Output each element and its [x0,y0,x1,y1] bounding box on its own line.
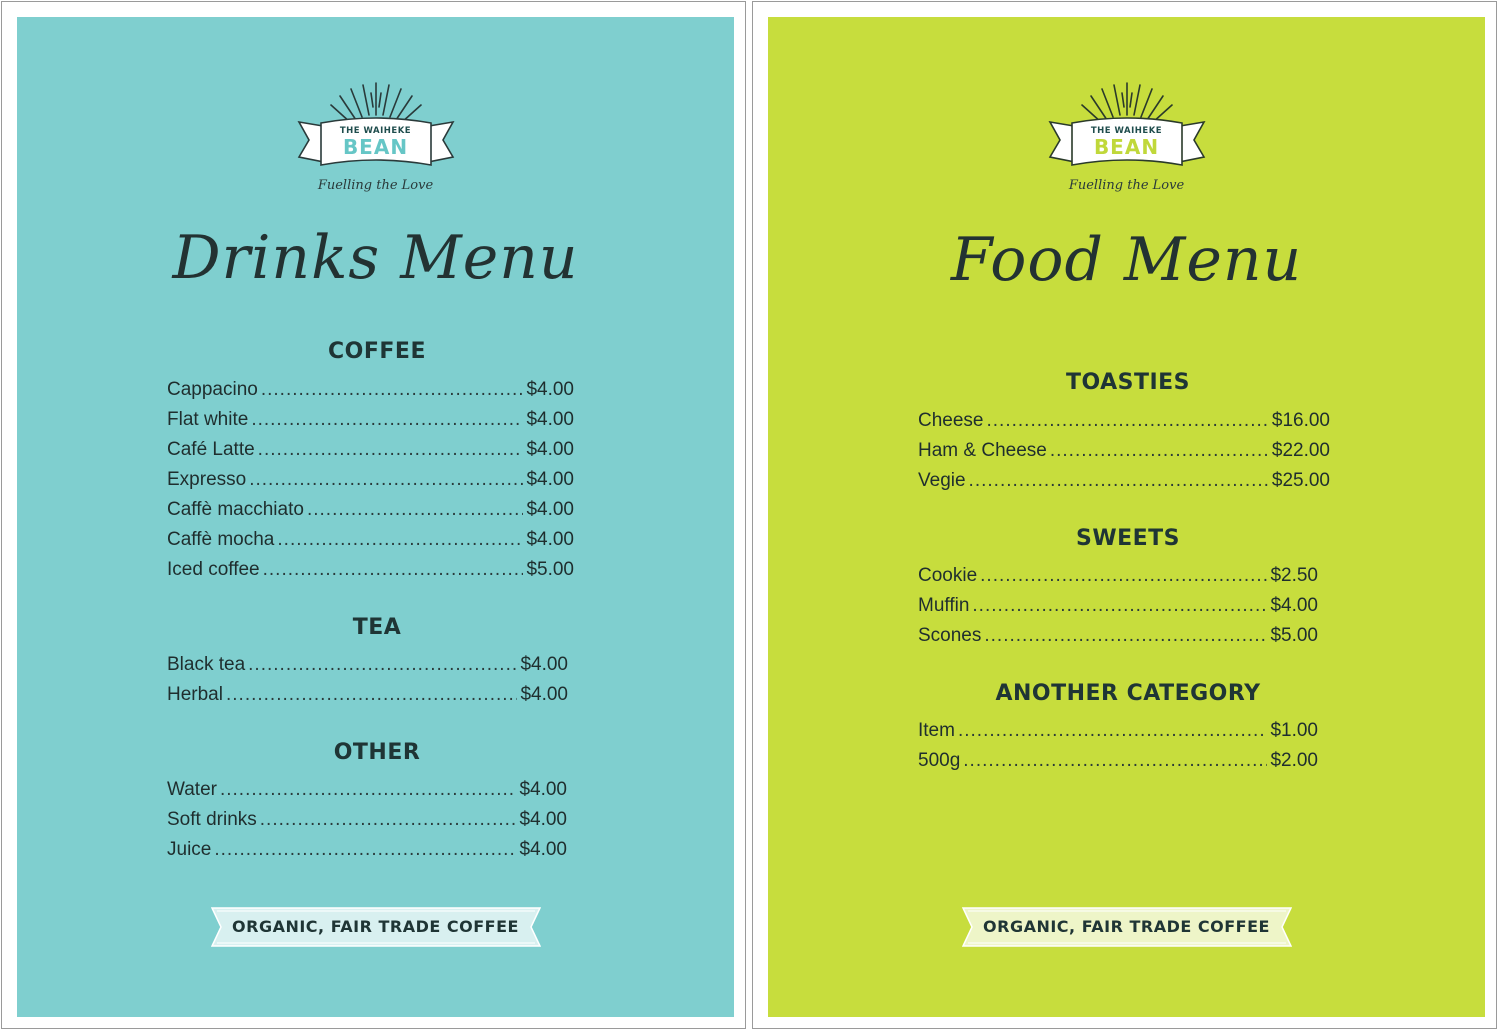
menu-item [918,621,1318,651]
item-name: Flat white [167,409,249,430]
item-name: Vegie [918,470,966,491]
item-name: Expresso [167,469,247,490]
dot-leader [263,555,524,585]
dot-leader [963,746,1267,776]
item-price: $4.00 [526,409,574,430]
dot-leader [226,680,517,710]
item-price: $2.00 [1270,750,1318,771]
waiheke-bean-logo [1042,65,1212,205]
menu-item [918,561,1318,591]
item-price: $22.00 [1271,440,1330,461]
logo-tagline: Fuelling the Love [317,178,434,193]
menu-item [167,650,568,680]
menu-item [167,775,567,805]
menu-item [167,555,574,585]
menu-item [167,375,574,405]
menu-title: Drinks Menu [172,223,579,293]
menu-item [167,435,574,465]
ribbon-text: ORGANIC, FAIR TRADE COFFEE [983,917,1270,936]
organic-ribbon [962,907,1292,947]
menu-item [918,466,1330,496]
item-price: $5.00 [1270,625,1318,646]
item-price: $2.50 [1270,565,1318,586]
food-menu-panel [768,17,1485,1017]
section-title-another-category: ANOTHER CATEGORY [995,681,1261,706]
item-price: $4.00 [526,379,574,400]
section-title-tea: TEA [352,615,402,640]
drinks-menu-page [1,1,746,1029]
logo-brand-big: BEAN [1093,135,1160,159]
item-name: Cheese [918,410,984,431]
item-name: Scones [918,625,982,646]
dot-leader [251,405,523,435]
dot-leader [214,835,516,865]
dot-leader [260,805,517,835]
dot-leader [984,621,1267,651]
dot-leader [969,466,1269,496]
item-price: $4.00 [519,809,567,830]
menu-item [918,746,1318,776]
logo-tagline: Fuelling the Love [1068,178,1185,193]
item-name: 500g [918,750,961,771]
item-price: $4.00 [519,779,567,800]
logo-brand-big: BEAN [342,135,409,159]
item-price: $5.00 [526,559,574,580]
item-price: $4.00 [526,499,574,520]
menu-item [918,716,1318,746]
dot-leader [249,465,523,495]
item-price: $4.00 [526,529,574,550]
item-price: $4.00 [520,684,568,705]
item-price: $4.00 [519,839,567,860]
menu-item [918,591,1318,621]
logo-brand-small: THE WAIHEKE [339,126,412,136]
item-name: Soft drinks [167,809,257,830]
item-name: Water [167,779,217,800]
menu-item [167,405,574,435]
menu-item [167,805,567,835]
item-name: Iced coffee [167,559,260,580]
dot-leader [307,495,524,525]
item-name: Café Latte [167,439,255,460]
food-menu-page [752,1,1497,1029]
section-title-sweets: SWEETS [1075,526,1181,551]
item-price: $4.00 [520,654,568,675]
item-name: Juice [167,839,212,860]
item-price: $16.00 [1271,410,1330,431]
dot-leader [248,650,517,680]
menu-item [167,680,568,710]
item-name: Caffè macchiato [167,499,304,520]
menu-item [167,495,574,525]
menu-item [167,525,574,555]
waiheke-bean-logo [291,65,461,205]
menu-item [918,436,1330,466]
item-price: $4.00 [526,439,574,460]
drinks-menu-panel [17,17,734,1017]
dot-leader [220,775,516,805]
item-price: $4.00 [1270,595,1318,616]
dot-leader [972,591,1267,621]
menu-item [167,835,567,865]
menu-item [167,465,574,495]
dot-leader [277,525,523,555]
item-price: $1.00 [1270,720,1318,741]
dot-leader [1050,436,1269,466]
organic-ribbon [211,907,541,947]
section-title-toasties: TOASTIES [1065,370,1191,395]
item-name: Black tea [167,654,246,675]
item-name: Ham & Cheese [918,440,1047,461]
menu-item [918,406,1330,436]
dot-leader [261,375,524,405]
item-name: Item [918,720,955,741]
item-name: Herbal [167,684,223,705]
menu-title: Food Menu [950,225,1303,295]
logo-brand-small: THE WAIHEKE [1090,126,1163,136]
dot-leader [958,716,1268,746]
dot-leader [258,435,524,465]
ribbon-text: ORGANIC, FAIR TRADE COFFEE [232,917,519,936]
dot-leader [980,561,1267,591]
section-title-coffee: COFFEE [328,339,426,364]
item-name: Cookie [918,565,978,586]
item-price: $25.00 [1271,470,1330,491]
item-price: $4.00 [526,469,574,490]
item-name: Cappacino [167,379,258,400]
section-title-other: OTHER [333,740,421,765]
item-name: Muffin [918,595,970,616]
item-name: Caffè mocha [167,529,275,550]
dot-leader [987,406,1269,436]
